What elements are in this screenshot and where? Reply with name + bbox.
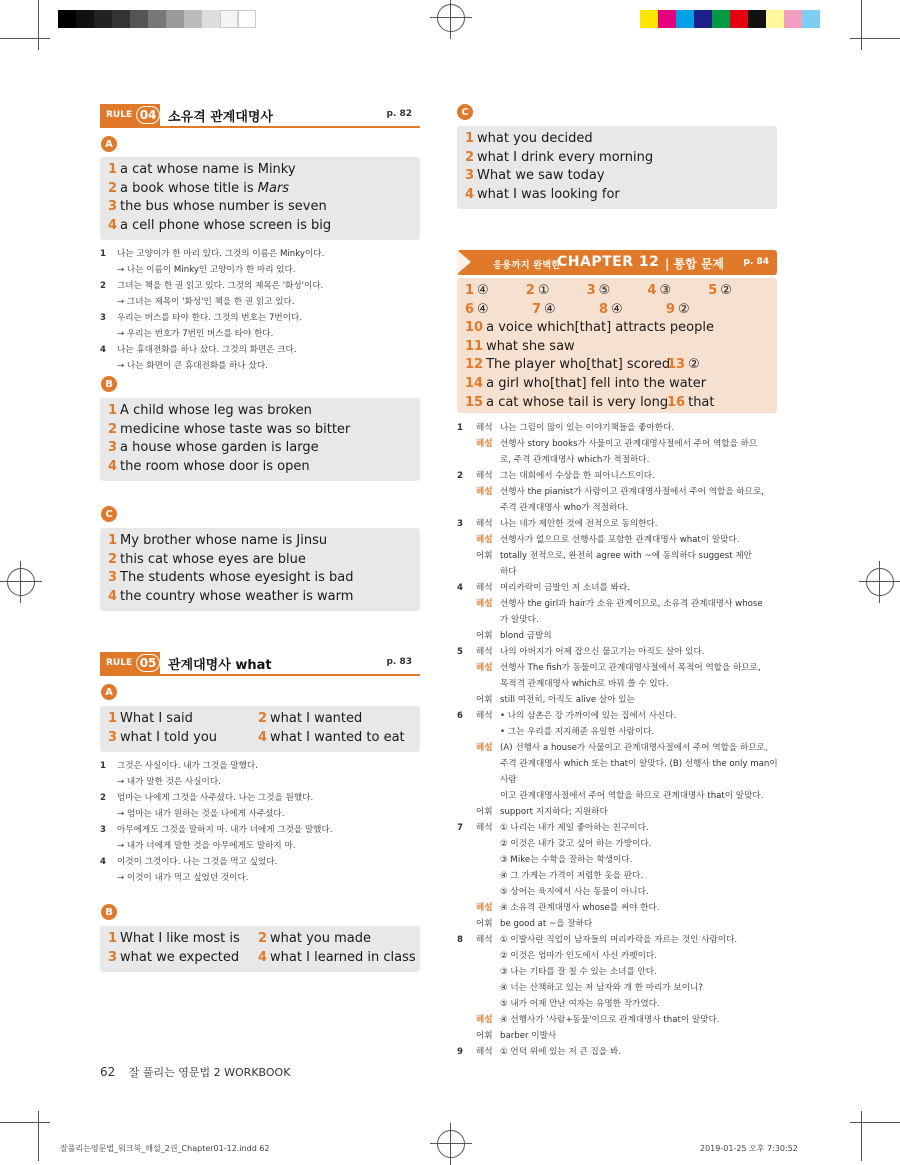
- explanation-row: ④ 너는 산책하고 있는 저 남자와 개 한 마리가 보이니?: [500, 983, 703, 993]
- grayscale-strip: [58, 10, 256, 28]
- registration-mark-left: [7, 568, 35, 596]
- crop-mark: [861, 1111, 862, 1161]
- explanation-row: ⑤ 내가 어제 만난 여자는 유명한 작가였다.: [500, 999, 660, 1009]
- color-strip: [640, 10, 820, 28]
- explanation-row: 4 해석 머리카락이 금발인 저 소녀를 봐라.: [457, 583, 630, 593]
- page-footer: [100, 1064, 290, 1080]
- explanation-row: 어휘 be good at ~을 잘하다: [476, 919, 593, 929]
- explanation-row: 3 해석 나는 네가 제안한 것에 전적으로 동의한다.: [457, 519, 658, 529]
- answer-box-r5c: 1 what you decided 2 what I drink every morning 3 What we saw today 4 what I was looking for: [457, 126, 777, 209]
- section-badge-c: C: [457, 104, 473, 120]
- banner-arrow-icon: [457, 250, 471, 274]
- rule-title: 관계대명사 what: [168, 658, 272, 673]
- explanation-row: 9 해석 ① 언덕 위에 있는 저 큰 집을 봐.: [457, 1047, 621, 1057]
- registration-mark-bottom: [437, 1130, 465, 1158]
- explanation-row: 5 해석 나의 아버지가 어제 잡으신 물고기는 아직도 살아 있다.: [457, 647, 705, 657]
- explanation-row: 7 해석 ① 나리는 내가 제일 좋아하는 친구이다.: [457, 823, 649, 833]
- explanation-row: 1 해석 나는 그림이 많이 있는 이야기책들을 좋아한다.: [457, 423, 675, 433]
- explanation-row: 해설 선행사 story books가 사물이고 관계대명사절에서 주어 역할을 하므: [476, 439, 758, 449]
- section-badge-a: A: [101, 136, 117, 152]
- explanation-row: ③ 나는 기타를 잘 칠 수 있는 소녀를 안다.: [500, 967, 657, 977]
- crop-mark: [38, 0, 39, 50]
- explanation-row: 주격 관계대명사 which 또는 that이 알맞다. (B) 선행사 the only man이 사람: [500, 759, 778, 785]
- explanation-row: 해설 (A) 선행사 a house가 사물이고 관계대명사절에서 주어 역할을 하므로,: [476, 743, 768, 753]
- crop-mark: [850, 1122, 900, 1123]
- explanation-row: 로, 주격 관계대명사 which가 적절하다.: [500, 455, 650, 465]
- answer-box-r5a: 1 What I said 2 what I wanted 3 what I told you 4 what I wanted to eat: [100, 706, 420, 752]
- slug-date: 2019-01-25 오후 7:30:52: [700, 1144, 798, 1153]
- explanation-row: 해설 ④ 소유격 관계대명사 whose를 써야 한다.: [476, 903, 660, 913]
- explanation-row: ② 이것은 내가 갖고 싶어 하는 가방이다.: [500, 839, 652, 849]
- explanation-row: 이고 관계대명사절에서 주어 역할을 하므로 관계대명사 that이 알맞다.: [500, 791, 764, 801]
- explanation-row: 어휘 barber 이발사: [476, 1031, 557, 1041]
- explanations-list: [457, 420, 782, 1060]
- explanation-row: 해설 선행사 the girl과 hair가 소유 관계이므로, 소유격 관계대명사 whose: [476, 599, 763, 609]
- explanation-row: 2 해석 그는 대회에서 수상을 한 피아니스트이다.: [457, 471, 655, 481]
- explanation-row: 어휘 totally 전적으로, 완전히 agree with ~에 동의하다 suggest 제안: [476, 551, 752, 561]
- answer-box-r4a: 1 a cat whose name is Minky 2 a book whose title is Mars 3 the bus whose number is seven 4 a cell phone whose screen is big: [100, 157, 420, 240]
- rule-tag: RULE 04: [100, 104, 160, 126]
- slug-file: 잘풀리는영문법_워크북_해설_2권_Chapter01-12.indd 62: [60, 1144, 270, 1153]
- explanation-row: 가 알맞다.: [500, 615, 539, 625]
- explanation-row: 하다: [500, 567, 517, 577]
- rule-page: p. 82: [386, 109, 412, 119]
- explanation-row: 해설 ④ 선행사가 '사람+동물'이므로 관계대명사 that이 알맞다.: [476, 1015, 720, 1025]
- crop-mark: [0, 38, 50, 39]
- explanation-row: ④ 그 가게는 가격이 저렴한 옷을 판다.: [500, 871, 644, 881]
- explanation-row: 해설 선행사가 없으므로 선행사를 포함한 관계대명사 what이 알맞다.: [476, 535, 740, 545]
- explanation-row: 8 해석 ① 이발사란 직업이 남자들의 머리카락을 자르는 것인 사람이다.: [457, 935, 738, 945]
- explanation-row: ⑤ 상어는 육지에서 사는 동물이 아니다.: [500, 887, 649, 897]
- section-badge-c: C: [101, 506, 117, 522]
- book-title: 잘 풀리는 영문법 2 WORKBOOK: [128, 1066, 291, 1079]
- section-badge-b: B: [101, 376, 117, 392]
- crop-mark: [850, 38, 900, 39]
- registration-mark-top: [437, 4, 465, 32]
- crop-mark: [38, 1111, 39, 1161]
- rule05-header: [100, 652, 420, 676]
- registration-mark-right: [866, 568, 894, 596]
- explanation-row: ② 이것은 엄마가 인도에서 사신 카펫이다.: [500, 951, 657, 961]
- section-badge-a: A: [101, 684, 117, 700]
- explanation-row: 주격 관계대명사 who가 적절하다.: [500, 503, 629, 513]
- explanation-row: • 그는 우리를 지지해준 유일한 사람이다.: [500, 727, 655, 737]
- korean-translation-r5a: 1 그것은 사실이다. 내가 그것을 말했다. → 내가 말한 것은 사실이다. 2 엄마는 나에게 그것을 사주셨다. 나는 그것을 원했다. → 엄마는 내가 원하는 것을 나에게 사주셨다. 3 아무에게도 그것을 말하지 마. 내가 너에게 그것을 말했다. → 내가 너에게 말한 것을 아무에게도 말하지 마. 4 이것이 그것이다. 나는 그것을 먹고 싶었다. → 이것이 내가 먹고 싶었던 것이다.: [100, 761, 333, 883]
- answer-box-r4b: 1 A child whose leg was broken 2 medicine whose taste was so bitter 3 a house whose garden is large 4 the room whose door is open: [100, 398, 420, 481]
- explanation-row: 해설 선행사 the pianist가 사람이고 관계대명사절에서 주어 역할을 하므로,: [476, 487, 764, 497]
- explanation-row: 해설 선행사 The fish가 동물이고 관계대명사절에서 목적어 역할을 하므로,: [476, 663, 761, 673]
- answer-box-r5b: 1 What I like most is 2 what you made 3 what we expected 4 what I learned in class: [100, 926, 420, 972]
- explanation-row: 어휘 still 여전히, 아직도 alive 살아 있는: [476, 695, 635, 705]
- answer-box-r4c: 1 My brother whose name is Jinsu 2 this cat whose eyes are blue 3 The students whose eyesight is bad 4 the country whose weather is warm: [100, 528, 420, 611]
- rule-title: 소유격 관계대명사: [168, 110, 273, 125]
- chapter-answer-box: 1 ④ 2 ① 3 ⑤ 4 ③ 5 ② 6 ④ 7 ④ 8 ④ 9 ② 10 a voice which[that] attracts people 11 what she saw 12 The player who[that] scored13 ② 14 a girl who[that] fell into the water 15 a cat whose tail is very long16 that: [457, 278, 777, 413]
- explanation-row: 목적격 관계대명사 which로 바꿔 쓸 수 있다.: [500, 679, 669, 689]
- explanation-row: ③ Mike는 수학을 잘하는 학생이다.: [500, 855, 633, 865]
- explanation-row: 어휘 blond 금발의: [476, 631, 552, 641]
- explanation-row: 6 해석 • 나의 삼촌은 강 가까이에 있는 집에서 사신다.: [457, 711, 677, 721]
- rule-tag: RULE 05: [100, 652, 160, 674]
- rule04-header: [100, 104, 420, 128]
- korean-translation-r4a: 1 나는 고양이가 한 마리 있다. 그것의 이름은 Minky이다. → 나는 이름이 Minky인 고양이가 한 마리 있다. 2 그녀는 책을 한 권 읽고 있다. 그것의 제목은 '화성'이다. → 그녀는 제목이 '화성'인 책을 한 권 읽고 있다. 3 우리는 버스를 타야 한다. 그것의 번호는 7번이다. → 우리는 번호가 7번인 버스를 타야 한다. 4 나는 휴대전화를 하나 샀다. 그것의 화면은 크다. → 나는 화면이 큰 휴대전화를 하나 샀다.: [100, 249, 325, 371]
- explanation-row: 어휘 support 지지하다; 지원하다: [476, 807, 608, 817]
- section-badge-b: B: [101, 904, 117, 920]
- crop-mark: [0, 1122, 50, 1123]
- chapter-banner: 응용까지 완벽한 CHAPTER 12 | 통합 문제 p. 84: [457, 250, 777, 275]
- page-number: 62: [100, 1065, 116, 1079]
- crop-mark: [861, 0, 862, 50]
- rule-page: p. 83: [386, 657, 412, 667]
